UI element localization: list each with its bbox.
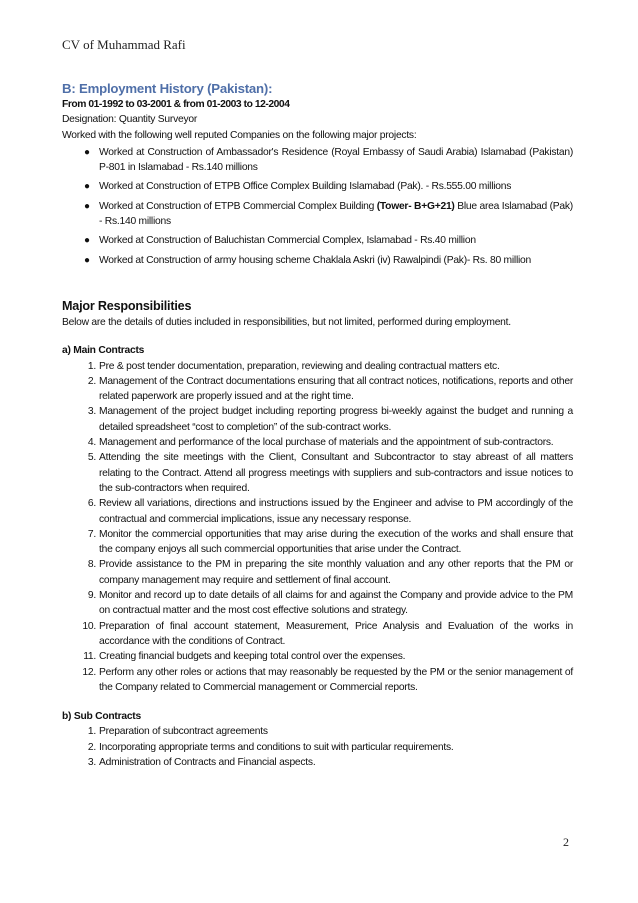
list-item: 12. Perform any other roles or actions that may reasonably be requested by the PM or the senior management of the Company related to Commercial management or Commercial reports. — [82, 666, 573, 693]
list-item: ● Worked at Construction of ETPB Office Complex Building Islamabad (Pak). - Rs.555.00 millions — [62, 179, 573, 194]
list-item: 11. Creating financial budgets and keeping total control over the expenses. — [83, 651, 406, 663]
list-item: 9. Monitor and record up to date details of all claims for and against the Company and provide advice to the PM on contractual matter and the most cost effective solutions and strategy. — [87, 590, 573, 617]
list-item: ● Worked at Construction of Ambassador's Residence (Royal Embassy of Saudi Arabia) Islamabad (Pakistan) P-801 in Islamabad - Rs.140 millions — [84, 146, 573, 174]
list-item: 5. Attending the site meetings with the Client, Consultant and Subcontractor to stay abreast of all matters relating to the Contract. Attend all progress meetings with suppliers and sub-contractors and issue notices to the sub-contractors when required. — [87, 452, 573, 494]
employment-period: From 01-1992 to 03-2001 & from 01-2003 to 12-2004 — [62, 99, 290, 110]
list-item: ● Worked at Construction of ETPB Commercial Complex Building (Tower- B+G+21) Blue area Islamabad (Pak) - Rs.140 millions — [84, 200, 573, 228]
list-item: 2. Management of the Contract documentations ensuring that all contract notices, notifications, reports and other related paperwork are properly issued and at the right time. — [87, 375, 573, 403]
bullet-icon: ● — [84, 146, 90, 158]
list-item: ● Worked at Construction of army housing scheme Chaklala Askri (iv) Rawalpindi (Pak)- Rs. 80 million — [62, 253, 573, 268]
bullet-icon: ● — [84, 235, 90, 247]
responsibilities-title: Major Responsibilities — [62, 298, 192, 313]
list-item: 6. Review all variations, directions and instructions issued by the Engineer and advise to PM accordingly of the contractual and commercial implications, issue any necessary response. — [87, 498, 573, 525]
list-item: 4. Management and performance of the local purchase of materials and the appointment of sub-contractors. — [87, 437, 554, 449]
page-number: 2 — [563, 835, 569, 849]
list-item: 1. Pre & post tender documentation, preparation, reviewing and dealing contractual matters etc. — [87, 360, 500, 372]
list-item: 3. Management of the project budget including reporting progress bi-weekly against the budget and running a detailed spreadsheet “cost to completion” of the sub-contract works. — [87, 406, 573, 433]
main-contracts-heading: a) Main Contracts — [62, 345, 145, 357]
list-item: 1. Preparation of subcontract agreements — [87, 726, 268, 738]
responsibilities-intro: Below are the details of duties included in responsibilities, but not limited, performed during employment. — [62, 316, 511, 328]
list-item: 8. Provide assistance to the PM in preparing the site monthly valuation and any other reports that the PM or company management may require and settlement of final account. — [87, 559, 573, 586]
page-content — [62, 80, 573, 770]
list-item: 3. Administration of Contracts and Financial aspects. — [87, 756, 316, 768]
list-item: 2. Incorporating appropriate terms and conditions to suit with particular requirements. — [87, 741, 454, 753]
bullet-icon: ● — [84, 200, 90, 212]
list-item: 10. Preparation of final account statement, Measurement, Price Analysis and Evaluation of the works in accordance with the conditions of Contract. — [82, 620, 573, 647]
sub-contracts-heading: b) Sub Contracts — [62, 711, 141, 723]
sub-contracts-list — [62, 724, 573, 770]
page-header: CV of Muhammad Rafi — [62, 37, 186, 52]
projects-list — [62, 145, 573, 268]
projects-intro: Worked with the following well reputed Companies on the following major projects: — [62, 129, 417, 141]
employment-history-title: B: Employment History (Pakistan): — [62, 81, 273, 96]
main-contracts-list — [62, 359, 573, 696]
list-item: 7. Monitor the commercial opportunities that may arise during the execution of the works and shall ensure that the company enjoys all such commercial opportunities that arise under the Contract. — [87, 528, 573, 556]
list-item: ● Worked at Construction of Baluchistan Commercial Complex, Islamabad - Rs.40 million — [62, 233, 573, 248]
bullet-icon: ● — [84, 254, 90, 266]
designation: Designation: Quantity Surveyor — [62, 114, 198, 126]
bullet-icon: ● — [84, 181, 90, 193]
